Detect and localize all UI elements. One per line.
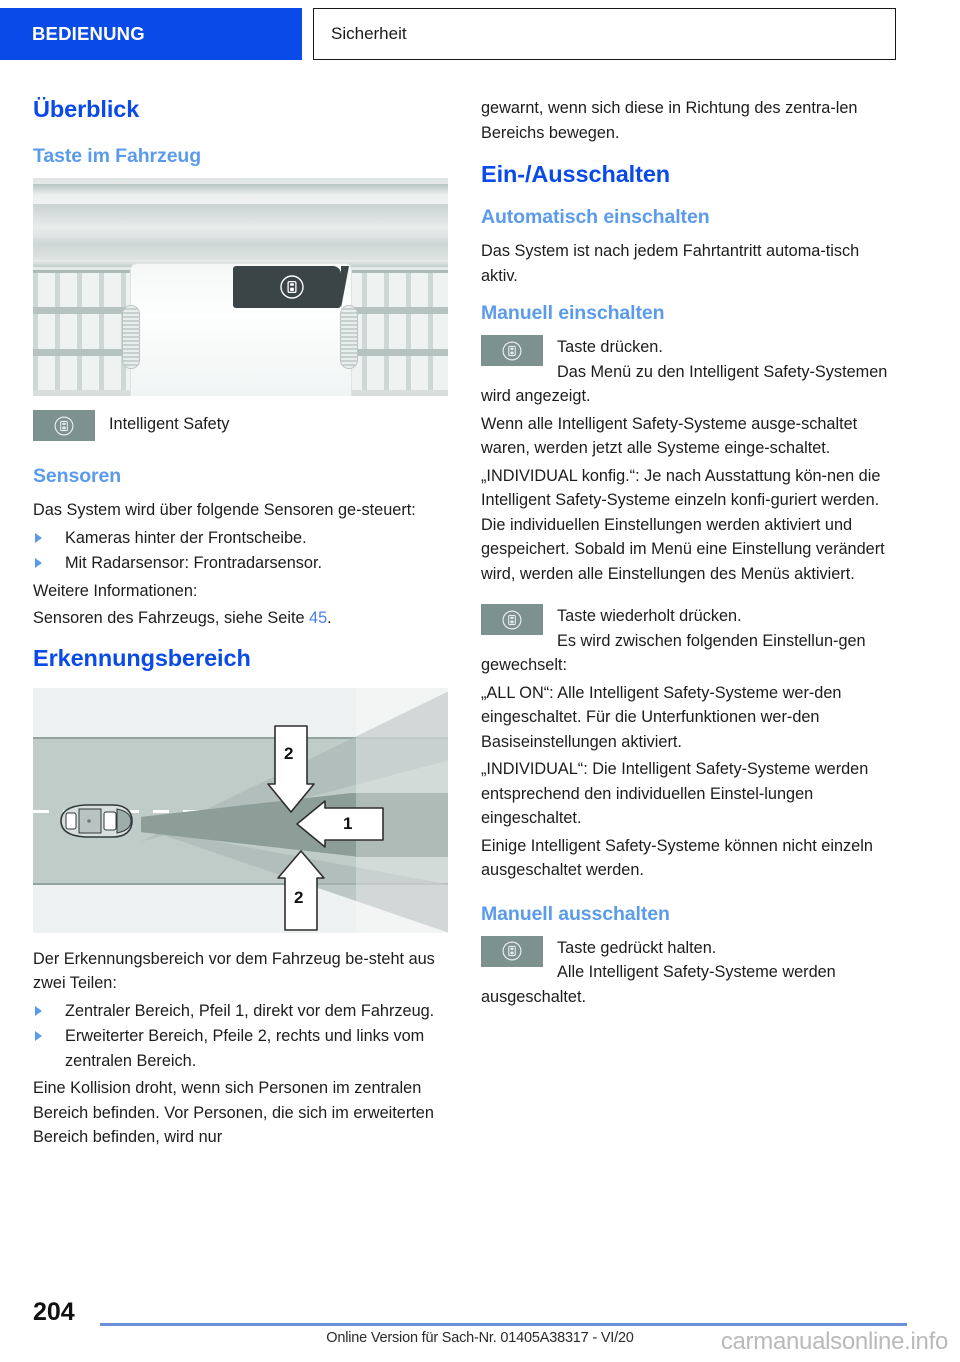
callout-arrow-2-lower-label: 2 [294,887,304,907]
right-column [481,96,896,1012]
cross-reference-prefix: Sensoren des Fahrzeugs, siehe Seite [33,609,310,627]
page-footer [0,1292,960,1362]
step-result-text: Es wird zwischen folgenden Einstellun-gen gewechselt: [481,631,866,674]
intelligent-safety-button-on-dashboard[interactable] [233,266,341,308]
console-knob-right[interactable] [341,306,357,368]
sensoren-bullet-list [33,526,448,576]
figure-detection-range-diagram [33,688,448,933]
step-taste-wiederholt-druecken [481,604,896,678]
list-item-label: Kameras hinter der Frontscheibe. [65,528,307,547]
callout-arrow-2-upper [267,724,315,814]
heading-erkennungsbereich: Erkennungsbereich [33,644,251,671]
step-result-text: Das Menü zu den Intelligent Safety-Systemen wird angezeigt. [481,362,888,405]
heading-manuell-einschalten: Manuell einschalten [481,302,665,324]
bullet-triangle-icon [35,533,42,543]
weitere-informationen-label: Weitere Informationen: [33,581,198,600]
manuell-einschalten-paragraph-2: „INDIVIDUAL konfig.“: Je nach Ausstattung kön-nen die Intelligent Safety-Systeme einzeln konfi-guriert werden. Die individuellen Einstellungen werden aktiviert und gespeichert. Sobald im Menü eine Einstellung verändert wird, werden alle Einstellungen des Menüs aktiviert. [481,466,885,583]
intelligent-safety-key-button [481,604,543,635]
step-action-text: Taste gedrückt halten. [557,938,717,957]
bullet-triangle-icon [35,558,42,568]
page-number: 204 [33,1298,75,1326]
step-action-text: Taste drücken. [557,338,663,356]
page-header [0,8,960,60]
figure-dashboard-caption-row [33,410,448,441]
step-manuell-ausschalten [481,936,896,1010]
header-section-box [0,8,302,60]
automatisch-einschalten-text: Das System ist nach jedem Fahrtantritt automa-tisch aktiv. [481,242,860,285]
cross-reference-page-number[interactable]: 45 [309,609,328,627]
console-knob-left[interactable] [123,306,139,368]
callout-arrow-2-upper-label: 2 [284,743,294,763]
footer-note: Online Version für Sach-Nr. 01405A38317 - VI/20 [326,1330,634,1346]
bullet-triangle-icon [35,1006,42,1016]
list-item [33,999,448,1024]
manuell-einschalten-paragraph-1: Wenn alle Intelligent Safety-Systeme ausge-schaltet waren, werden jetzt alle Systeme einge-schaltet. [481,414,858,457]
heading-uberblick: Überblick [33,96,140,122]
intelligent-safety-icon [501,340,523,362]
intelligent-safety-key-button [33,410,95,441]
step-manuell-einschalten [481,335,896,409]
list-item-label: Mit Radarsensor: Frontradarsensor. [65,554,322,572]
intelligent-safety-key-button [481,335,543,366]
intelligent-safety-icon [501,940,523,962]
intelligent-safety-icon [501,609,523,631]
intelligent-safety-icon [279,274,305,300]
detection-range-outro: Eine Kollision droht, wenn sich Personen im zentralen Bereich befinden. Vor Personen, die sich im erweiterten Bereich befinden, wird nur [33,1079,434,1146]
heading-manuell-ausschalten: Manuell ausschalten [481,902,670,925]
sensoren-cross-reference [33,606,448,631]
left-column [33,96,448,1153]
header-topic-label: Sicherheit [331,24,407,43]
figure-dashboard-photo [33,178,448,396]
intelligent-safety-icon [53,415,75,437]
sensoren-intro-text: Das System wird über folgende Sensoren ge-steuert: [33,501,416,519]
header-section-label: BEDIENUNG [32,23,145,44]
step-action-text: Taste wiederholt drücken. [557,607,742,625]
einige-systeme-note: Einige Intelligent Safety-Systeme können nicht einzeln ausgeschaltet werden. [481,836,873,879]
detection-range-bullet-list [33,999,448,1074]
dashboard-trim [33,184,448,194]
watermark: carmanualsonline.info [720,1328,948,1355]
header-topic-box [313,8,896,60]
heading-ein-ausschalten: Ein-/Ausschalten [481,161,671,187]
intelligent-safety-key-button [481,936,543,967]
callout-arrow-1-label: 1 [343,813,353,833]
bullet-triangle-icon [35,1031,42,1041]
individual-description: „INDIVIDUAL“: Die Intelligent Safety-Systeme werden entsprechend den individuellen Einstel-lungen eingeschaltet. [481,760,869,827]
step-result-text: Alle Intelligent Safety-Systeme werden ausgeschaltet. [481,963,836,1006]
list-item-label: Erweiterter Bereich, Pfeile 2, rechts und links vom zentralen Bereich. [65,1027,425,1070]
dashboard-band [33,204,448,238]
vehicle-top-view-icon [55,801,137,841]
footer-divider [100,1323,907,1326]
list-item [33,526,448,551]
cross-reference-suffix: . [327,609,332,627]
figure-dashboard-caption-label: Intelligent Safety [109,415,230,433]
continued-paragraph: gewarnt, wenn sich diese in Richtung des zentra-len Bereichs bewegen. [481,99,858,142]
heading-automatisch-einschalten: Automatisch einschalten [481,206,710,228]
heading-sensoren: Sensoren [33,465,122,487]
list-item-label: Zentraler Bereich, Pfeil 1, direkt vor dem Fahrzeug. [65,1001,435,1020]
detection-range-intro: Der Erkennungsbereich vor dem Fahrzeug be-steht aus zwei Teilen: [33,949,435,992]
all-on-description: „ALL ON“: Alle Intelligent Safety-Systeme wer-den eingeschaltet. Für die Unterfunktionen wer-den Basiseinstellungen aktiviert. [481,683,842,751]
heading-taste-im-fahrzeug: Taste im Fahrzeug [33,145,202,167]
list-item [33,551,448,576]
list-item [33,1024,448,1073]
